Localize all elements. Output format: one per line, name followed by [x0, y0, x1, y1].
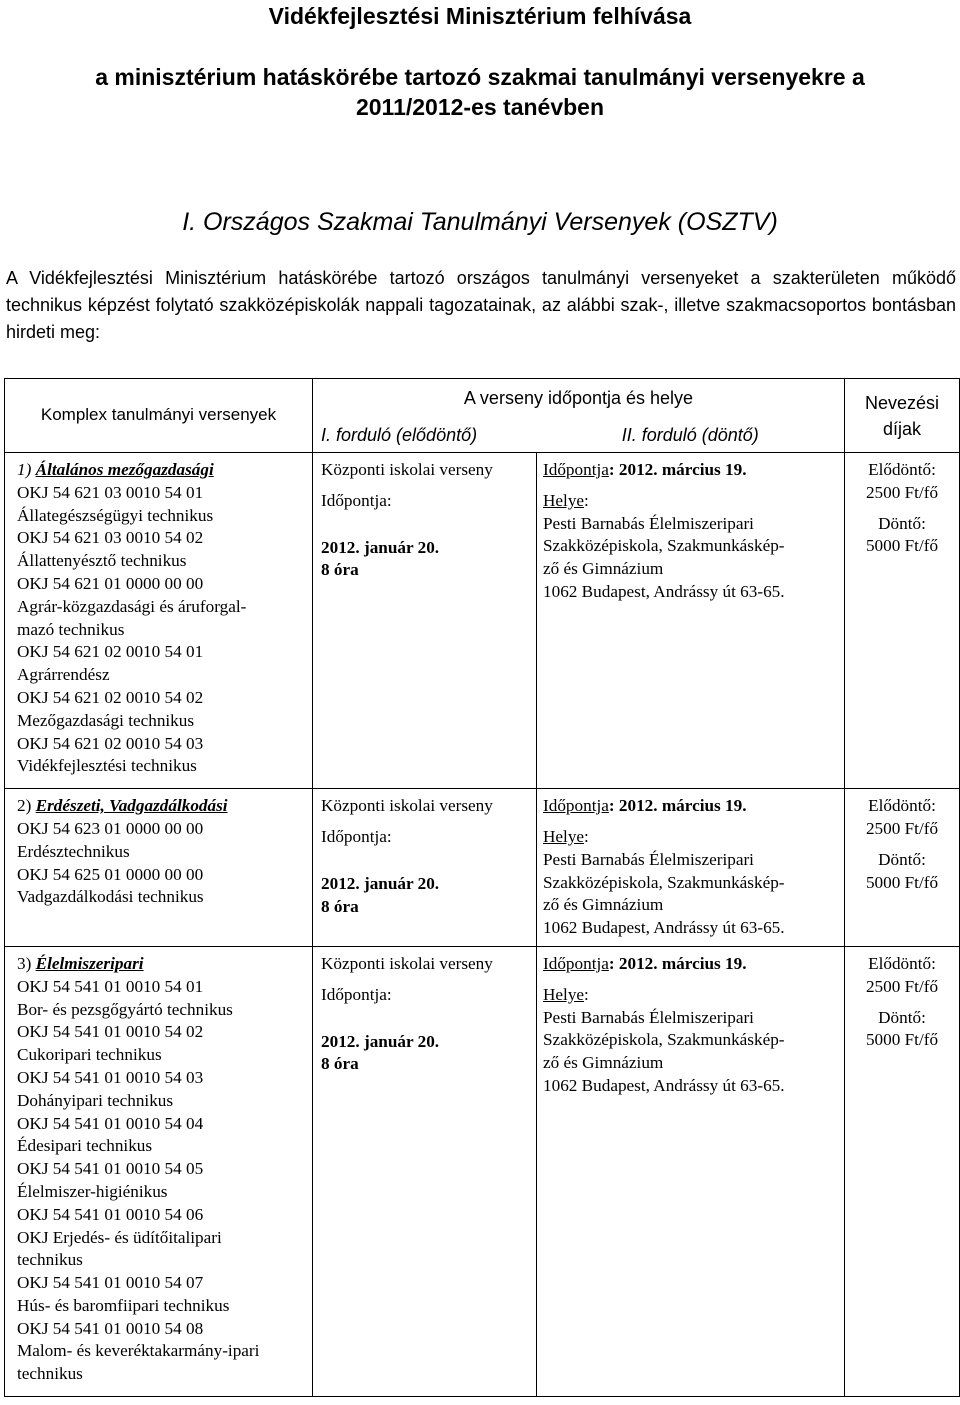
round2-time-label: Időpontja — [543, 953, 609, 973]
profession-line: Állattenyésztő technikus — [17, 551, 187, 571]
header-round2: II. forduló (döntő) — [537, 419, 845, 453]
profession-line: OKJ 54 621 02 0010 54 03 — [17, 733, 204, 753]
round1-time-label: Időpontja: — [321, 826, 392, 846]
header-fees: Nevezési díjak — [845, 379, 960, 453]
fee-final-label: Döntő: — [878, 1007, 926, 1027]
round2-place-label: Helye — [543, 490, 585, 510]
profession-line: OKJ 54 541 01 0010 54 03 — [17, 1067, 204, 1087]
spacer — [321, 849, 532, 873]
round2-place-line: 1062 Budapest, Andrássy út 63-65. — [543, 581, 785, 601]
profession-line: Édesipari technikus — [17, 1136, 153, 1156]
round2-date: : 2012. március 19. — [608, 953, 747, 973]
competition-name: Élelmiszeripari — [35, 953, 144, 973]
spacer — [543, 818, 840, 826]
round2-place-line: Szakközépiskola, Szakmunkáskép- — [543, 872, 785, 892]
document-title: Vidékfejlesztési Minisztérium felhívása — [268, 3, 692, 29]
fee-prelim-value: 2500 Ft/fő — [865, 482, 939, 502]
round1-date: 2012. január 20. — [321, 1031, 440, 1051]
round2-place-label: Helye — [543, 826, 585, 846]
fee-final-label: Döntő: — [878, 513, 926, 533]
profession-line: OKJ 54 541 01 0010 54 07 — [17, 1273, 204, 1293]
competition-heading — [17, 795, 308, 818]
profession-line: Agrár-közgazdasági és áruforgal- — [17, 596, 247, 616]
round2-time-label: Időpontja — [543, 796, 609, 816]
profession-line: OKJ 54 621 02 0010 54 01 — [17, 642, 204, 662]
competition-number: 2) — [17, 796, 36, 816]
profession-line: Bor- és pezsgőgyártó technikus — [17, 999, 233, 1019]
profession-line: OKJ Erjedés- és üdítőitalipari — [17, 1227, 222, 1247]
fee-final-value: 5000 Ft/fő — [865, 872, 939, 892]
round2-time — [543, 459, 840, 482]
profession-line: OKJ 54 621 03 0010 54 01 — [17, 482, 204, 502]
profession-line: Cukoripari technikus — [17, 1045, 162, 1065]
profession-line: Dohányipari technikus — [17, 1090, 174, 1110]
round2-date: : 2012. március 19. — [608, 796, 747, 816]
spacer — [543, 482, 840, 490]
fees-cell — [845, 789, 960, 947]
competition-name: Erdészeti, Vadgazdálkodási — [35, 796, 228, 816]
table-row — [5, 789, 960, 947]
spacer — [321, 513, 532, 537]
round2-place-line: ző és Gimnázium — [543, 895, 664, 915]
competitions-table — [4, 378, 960, 1397]
document-subtitle: a minisztérium hatáskörébe tartozó szakmai tanulmányi versenyekre a 2011/2012-es tanévben — [95, 64, 865, 120]
spacer — [543, 976, 840, 984]
profession-line: OKJ 54 541 01 0010 54 08 — [17, 1318, 204, 1338]
round2-place-label-line — [543, 984, 840, 1007]
round2-place-colon: : — [584, 490, 589, 510]
round1-date: 2012. január 20. — [321, 873, 440, 893]
round2-place-line: Pesti Barnabás Élelmiszeripari — [543, 513, 754, 533]
competition-name: Általános mezőgazdasági — [35, 460, 214, 479]
intro-paragraph: A Vidékfejlesztési Minisztérium hatáskörébe tartozó országos tanulmányi versenyeket a szakterületen működő technikus képzést folytató szakközépiskolák nappali tagozatainak, az alábbi szak-, illetve szakmacsoportos bontásban hirdeti meg: — [6, 268, 956, 342]
round2-time-label: Időpontja — [543, 460, 609, 479]
profession-line: OKJ 54 541 01 0010 54 05 — [17, 1159, 204, 1179]
round2-place-label-line — [543, 826, 840, 849]
round2-place-line: Pesti Barnabás Élelmiszeripari — [543, 849, 754, 869]
fee-final-label: Döntő: — [878, 849, 926, 869]
competition-number: 1) — [17, 460, 36, 479]
header-time-place: A verseny időpontja és helye — [313, 379, 845, 419]
round1-cell — [313, 946, 537, 1396]
spacer — [321, 482, 532, 490]
spacer — [849, 505, 955, 513]
fee-prelim-label: Elődöntő: — [868, 953, 936, 973]
profession-line: Mezőgazdasági technikus — [17, 710, 195, 730]
spacer — [321, 818, 532, 826]
spacer — [849, 999, 955, 1007]
fee-prelim-label: Elődöntő: — [868, 460, 936, 479]
spacer — [321, 1007, 532, 1031]
competition-heading — [17, 459, 308, 482]
round2-cell — [537, 946, 845, 1396]
round2-place-line: 1062 Budapest, Andrássy út 63-65. — [543, 918, 785, 938]
round2-place-line: ző és Gimnázium — [543, 559, 664, 579]
fee-prelim-label: Elődöntő: — [868, 796, 936, 816]
round2-cell — [537, 789, 845, 947]
competition-cell — [5, 946, 313, 1396]
round2-cell — [537, 453, 845, 789]
round2-place-line: Pesti Barnabás Élelmiszeripari — [543, 1007, 754, 1027]
section-title: I. Országos Szakmai Tanulmányi Versenyek (OSZTV) — [182, 208, 778, 236]
profession-line: Állategészségügyi technikus — [17, 505, 214, 525]
profession-line: mazó technikus — [17, 619, 125, 639]
round1-hour: 8 óra — [321, 560, 359, 580]
round1-type: Központi iskolai verseny — [321, 460, 493, 479]
profession-line: technikus — [17, 1364, 83, 1384]
profession-line: Malom- és keveréktakarmány-ipari — [17, 1341, 260, 1361]
profession-line: technikus — [17, 1250, 83, 1270]
round2-place-colon: : — [584, 984, 589, 1004]
profession-line: OKJ 54 621 03 0010 54 02 — [17, 528, 204, 548]
round1-hour: 8 óra — [321, 896, 359, 916]
profession-line: Vidékfejlesztési technikus — [17, 756, 197, 776]
round1-time-label: Időpontja: — [321, 984, 392, 1004]
profession-line: OKJ 54 541 01 0010 54 01 — [17, 976, 204, 996]
round1-cell — [313, 453, 537, 789]
table-row — [5, 946, 960, 1396]
profession-line: OKJ 54 621 01 0000 00 00 — [17, 573, 204, 593]
spacer — [321, 976, 532, 984]
round1-time-label: Időpontja: — [321, 490, 392, 510]
round2-place-line: Szakközépiskola, Szakmunkáskép- — [543, 536, 785, 556]
round2-place-line: ző és Gimnázium — [543, 1053, 664, 1073]
profession-line: OKJ 54 625 01 0000 00 00 — [17, 864, 204, 884]
round2-time — [543, 953, 840, 976]
round1-hour: 8 óra — [321, 1054, 359, 1074]
competition-cell — [5, 789, 313, 947]
profession-line: Hús- és baromfiipari technikus — [17, 1295, 230, 1315]
round1-type: Központi iskolai verseny — [321, 796, 493, 816]
fees-cell — [845, 946, 960, 1396]
competition-heading — [17, 953, 308, 976]
fee-prelim-value: 2500 Ft/fő — [865, 818, 939, 838]
competition-number: 3) — [17, 953, 36, 973]
profession-line: Vadgazdálkodási technikus — [17, 887, 204, 907]
fee-final-value: 5000 Ft/fő — [865, 536, 939, 556]
fee-prelim-value: 2500 Ft/fő — [865, 976, 939, 996]
round1-cell — [313, 789, 537, 947]
round1-date: 2012. január 20. — [321, 537, 440, 557]
round2-place-line: Szakközépiskola, Szakmunkáskép- — [543, 1030, 785, 1050]
header-competitions: Komplex tanulmányi versenyek — [5, 379, 313, 453]
profession-line: OKJ 54 621 02 0010 54 02 — [17, 687, 204, 707]
round1-type: Központi iskolai verseny — [321, 953, 493, 973]
round2-place-colon: : — [584, 826, 589, 846]
spacer — [849, 841, 955, 849]
round2-place-line: 1062 Budapest, Andrássy út 63-65. — [543, 1075, 785, 1095]
header-round1: I. forduló (elődöntő) — [313, 419, 537, 453]
competition-cell — [5, 453, 313, 789]
profession-line: Erdésztechnikus — [17, 841, 130, 861]
fees-cell — [845, 453, 960, 789]
round2-place-label-line — [543, 490, 840, 513]
round2-time — [543, 795, 840, 818]
profession-line: OKJ 54 541 01 0010 54 06 — [17, 1204, 204, 1224]
table-row — [5, 453, 960, 789]
profession-line: OKJ 54 541 01 0010 54 04 — [17, 1113, 204, 1133]
round2-date: : 2012. március 19. — [608, 460, 747, 479]
profession-line: OKJ 54 623 01 0000 00 00 — [17, 818, 204, 838]
profession-line: Élelmiszer-higiénikus — [17, 1181, 168, 1201]
profession-line: OKJ 54 541 01 0010 54 02 — [17, 1022, 204, 1042]
profession-line: Agrárrendész — [17, 665, 110, 685]
round2-place-label: Helye — [543, 984, 585, 1004]
fee-final-value: 5000 Ft/fő — [865, 1030, 939, 1050]
